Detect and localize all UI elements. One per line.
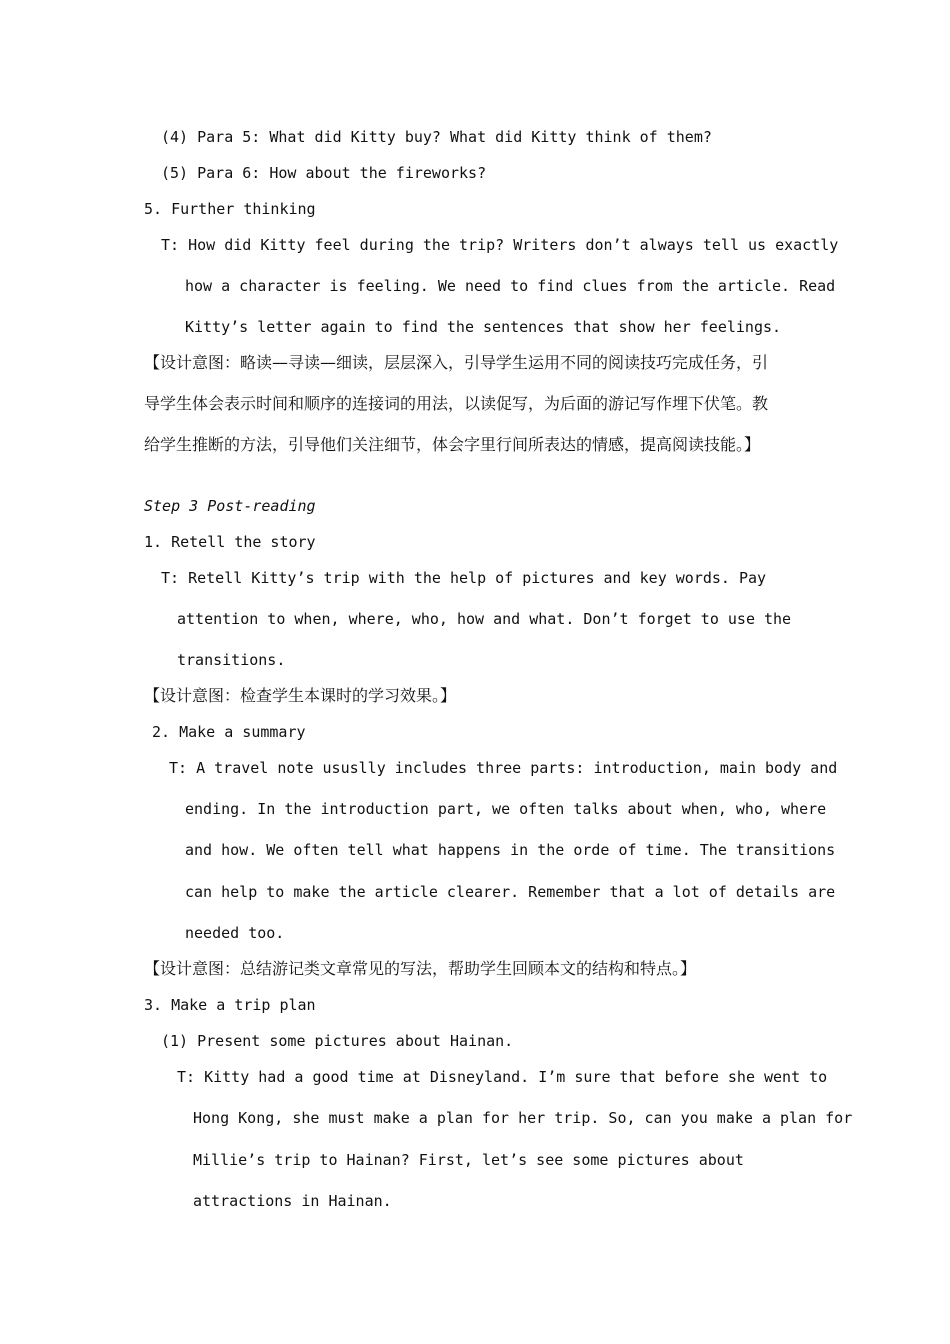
summary-line-5: needed too. — [185, 924, 285, 942]
summary-line-1: T: A travel note ususlly includes three parts: introduction, main body and — [169, 759, 838, 777]
trip-plan-line-3: Millie’s trip to Hainan? First, let’s see some pictures about — [193, 1151, 744, 1169]
further-thinking-line-1: T: How did Kitty feel during the trip? Writers don’t always tell us exactly — [161, 236, 839, 254]
trip-plan-line-4: attractions in Hainan. — [193, 1192, 392, 1210]
retell-line-3: transitions. — [177, 651, 286, 669]
section-further-thinking: 5. Further thinking — [144, 200, 316, 218]
design-intent-2: 【设计意图：检查学生本课时的学习效果。】 — [144, 686, 457, 705]
section-trip-plan: 3. Make a trip plan — [144, 996, 316, 1014]
further-thinking-line-2: how a character is feeling. We need to find clues from the article. Read — [185, 277, 836, 295]
section-retell: 1. Retell the story — [144, 533, 316, 551]
step-3-heading: Step 3 Post-reading — [144, 497, 316, 515]
question-5: (5) Para 6: How about the fireworks? — [161, 164, 487, 182]
trip-plan-line-1: T: Kitty had a good time at Disneyland. I’m sure that before she went to — [177, 1068, 828, 1086]
design-intent-1-line-1: 【设计意图：略读—寻读—细读，层层深入，引导学生运用不同的阅读技巧完成任务，引 — [144, 353, 769, 372]
further-thinking-line-3: Kitty’s letter again to find the sentences that show her feelings. — [185, 318, 782, 336]
retell-line-1: T: Retell Kitty’s trip with the help of pictures and key words. Pay — [161, 569, 767, 587]
summary-line-4: can help to make the article clearer. Remember that a lot of details are — [185, 883, 836, 901]
summary-line-3: and how. We often tell what happens in the orde of time. The transitions — [185, 841, 836, 859]
trip-plan-line-2: Hong Kong, she must make a plan for her trip. So, can you make a plan for — [193, 1109, 853, 1127]
design-intent-3: 【设计意图：总结游记类文章常见的写法，帮助学生回顾本文的结构和特点。】 — [144, 959, 697, 978]
retell-line-2: attention to when, where, who, how and what. Don’t forget to use the — [177, 610, 792, 628]
section-summary: 2. Make a summary — [152, 723, 306, 741]
design-intent-1-line-3: 给学生推断的方法，引导他们关注细节，体会字里行间所表达的情感，提高阅读技能。】 — [144, 435, 761, 454]
summary-line-2: ending. In the introduction part, we often talks about when, who, where — [185, 800, 827, 818]
trip-plan-item-1: (1) Present some pictures about Hainan. — [161, 1032, 514, 1050]
design-intent-1-line-2: 导学生体会表示时间和顺序的连接词的用法，以读促写，为后面的游记写作埋下伏笔。教 — [144, 394, 769, 413]
question-4: (4) Para 5: What did Kitty buy? What did Kitty think of them? — [161, 128, 712, 146]
